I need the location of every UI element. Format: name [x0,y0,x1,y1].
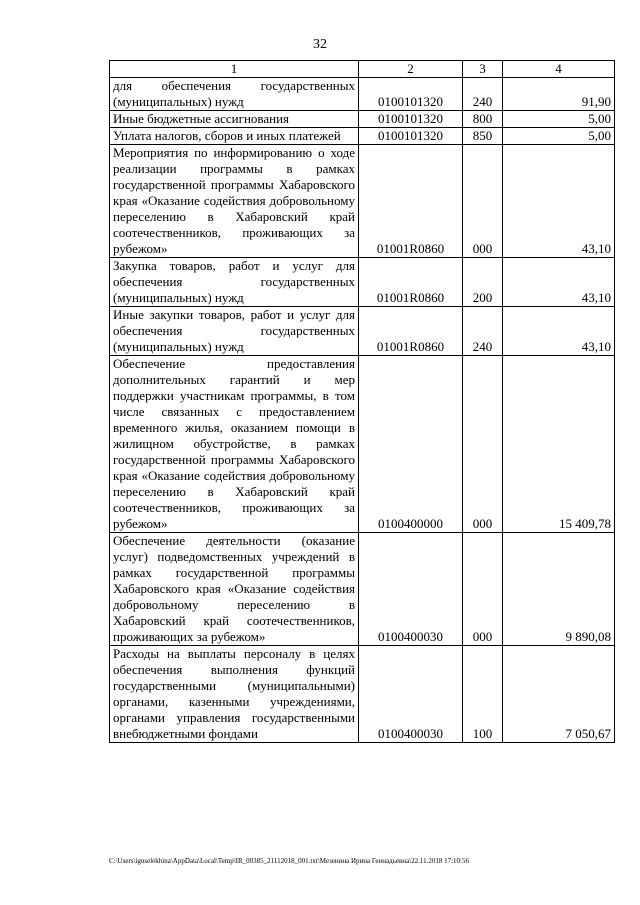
header-col-1: 1 [110,61,359,78]
table-header-row [110,61,615,78]
header-col-3: 3 [463,61,503,78]
row-amount: 15 409,78 [503,356,615,533]
header-col-2: 2 [359,61,463,78]
table-row [110,145,615,258]
row-type: 800 [463,111,503,128]
row-code: 01001R0860 [359,307,463,356]
file-path-footer: C:\Users\iguselekhina\AppData\Local\Temp\IR_00385_21112018_001.txt\Мезенина Ирина Геннадьевна\22.11.2018 17:10:56 [109,857,469,865]
row-type: 200 [463,258,503,307]
row-amount: 5,00 [503,111,615,128]
row-amount: 7 050,67 [503,646,615,743]
row-amount: 43,10 [503,307,615,356]
row-code: 0100101320 [359,111,463,128]
row-name: для обеспечения государственных (муниципальных) нужд [110,78,359,111]
table-row [110,78,615,111]
budget-table [109,60,615,743]
row-name: Обеспечение предоставления дополнительных гарантий и мер поддержки участникам программы, в том числе связанных с предоставлением временного жилья, оказанием помощи в жилищном обустройстве, в рамках государственной программы Хабаровского края «Оказание содействия добровольному переселению в Хабаровский край соотечественников, проживающих за рубежом» [110,356,359,533]
row-amount: 9 890,08 [503,533,615,646]
table-row [110,646,615,743]
row-code: 0100400000 [359,356,463,533]
table-row [110,128,615,145]
row-type: 240 [463,307,503,356]
row-amount: 5,00 [503,128,615,145]
table-row [110,356,615,533]
row-amount: 43,10 [503,145,615,258]
row-name: Обеспечение деятельности (оказание услуг) подведомственных учреждений в рамках государственной программы Хабаровского края «Оказание содействия добровольному переселению в Хабаровский край соотечественников, проживающих за рубежом» [110,533,359,646]
row-type: 240 [463,78,503,111]
row-code: 01001R0860 [359,258,463,307]
header-col-4: 4 [503,61,615,78]
row-name: Уплата налогов, сборов и иных платежей [110,128,359,145]
table-row [110,258,615,307]
table-row [110,111,615,128]
row-amount: 43,10 [503,258,615,307]
row-code: 01001R0860 [359,145,463,258]
row-type: 850 [463,128,503,145]
table-row [110,307,615,356]
table-row [110,533,615,646]
row-name: Расходы на выплаты персоналу в целях обеспечения выполнения функций государственными (муниципальными) органами, казенными учреждениями, органами управления государственными внебюджетными фондами [110,646,359,743]
row-code: 0100101320 [359,78,463,111]
row-name: Мероприятия по информированию о ходе реализации программы в рамках государственной программы Хабаровского края «Оказание содействия добровольному переселению в Хабаровский край соотечественников, проживающих за рубежом» [110,145,359,258]
row-name: Закупка товаров, работ и услуг для обеспечения государственных (муниципальных) нужд [110,258,359,307]
row-code: 0100400030 [359,533,463,646]
row-type: 000 [463,356,503,533]
row-type: 000 [463,145,503,258]
row-name: Иные закупки товаров, работ и услуг для обеспечения государственных (муниципальных) нужд [110,307,359,356]
row-name: Иные бюджетные ассигнования [110,111,359,128]
row-code: 0100101320 [359,128,463,145]
page-number: 32 [313,37,327,52]
row-amount: 91,90 [503,78,615,111]
row-code: 0100400030 [359,646,463,743]
row-type: 100 [463,646,503,743]
row-type: 000 [463,533,503,646]
